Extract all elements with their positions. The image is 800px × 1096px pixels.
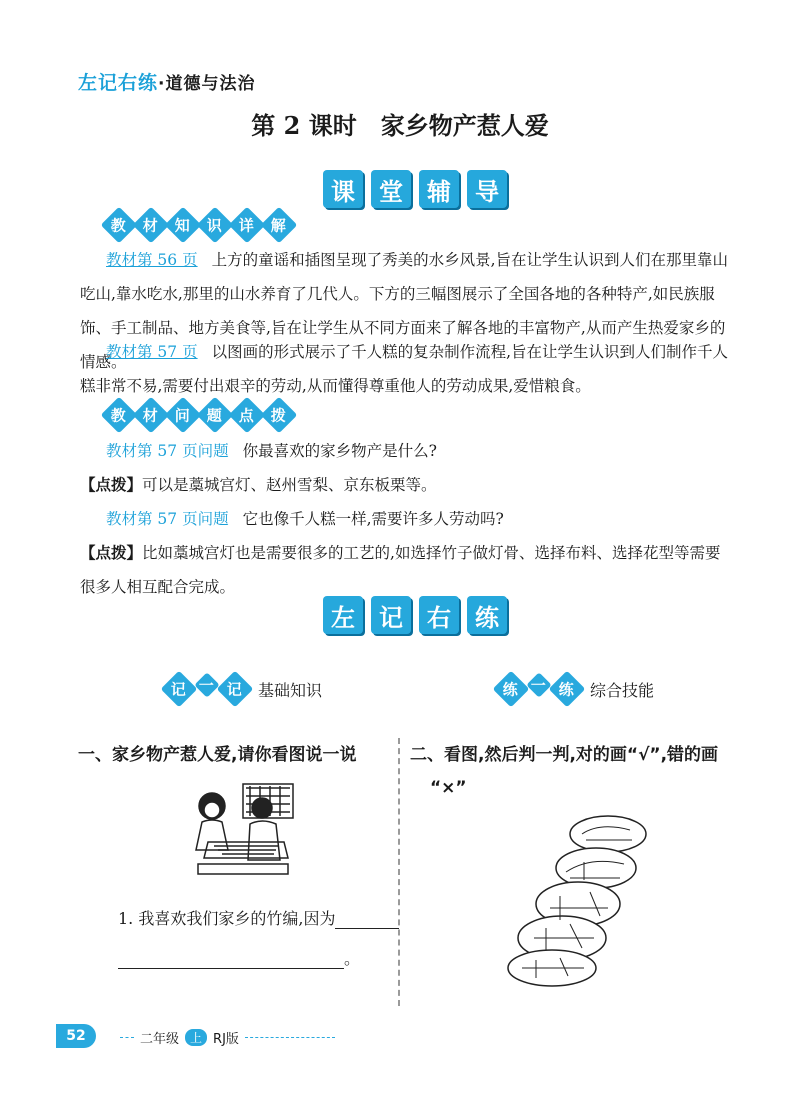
tip-text: 可以是藁城宫灯、赵州雪梨、京东板栗等。 — [142, 476, 437, 494]
label-chip: 详 — [229, 207, 266, 244]
answer-blank[interactable] — [335, 928, 399, 929]
label-chip: 问 — [165, 397, 202, 434]
chip-group — [496, 676, 582, 702]
textbook-question-2 — [80, 502, 730, 536]
tip-label: 【点拨】 — [80, 543, 143, 562]
question-text: 你最喜欢的家乡物产是什么? — [242, 442, 437, 460]
tip-label: 【点拨】 — [80, 475, 143, 494]
paragraph-page57 — [80, 335, 730, 403]
column-divider — [398, 738, 400, 1006]
paragraph-text: 上方的童谣和插图呈现了秀美的水乡风景,旨在让学生认识到人们在那里靠山吃山,靠水吃水,那里的山水养育了几代人。下方的三幅图展示了全国各地的各种特产,如民族服饰、手工制品、地方美食等,旨在让学生从不同方面来了解各地的丰富物产,从而产生热爱家乡的情感。 — [80, 251, 729, 371]
banner-tile: 辅 — [419, 170, 459, 208]
answer-blank[interactable] — [118, 968, 344, 969]
label-chip: 记 — [217, 671, 254, 708]
series-header — [78, 68, 255, 95]
sentence-end: 。 — [344, 949, 361, 968]
banner-tile: 练 — [467, 596, 507, 634]
label-chip: 记 — [161, 671, 198, 708]
footer-rule — [245, 1037, 335, 1038]
label-chip: 练 — [549, 671, 586, 708]
chip-group — [164, 676, 250, 702]
section-label: 综合技能 — [590, 680, 655, 700]
textbook-ref: 教材第 57 页 — [106, 343, 198, 361]
subject-name: ·道德与法治 — [158, 74, 256, 94]
question-2-title-cont: “×” — [430, 778, 467, 798]
paragraph-text: 以图画的形式展示了千人糕的复杂制作流程,旨在让学生认识到人们制作千人糕非常不易,需要付出艰辛的劳动,从而懂得尊重他人的劳动成果,爱惜粮食。 — [80, 343, 729, 395]
term-badge: 上 — [185, 1029, 207, 1046]
label-chip: 识 — [197, 207, 234, 244]
label-chip: 解 — [261, 207, 298, 244]
label-chip: 题 — [197, 397, 234, 434]
label-chip: 一 — [194, 672, 219, 697]
question-1-title: 一、家乡物产惹人爱,请你看图说一说 — [78, 745, 357, 765]
textbook-ref: 教材第 56 页 — [106, 251, 198, 269]
label-chip: 练 — [493, 671, 530, 708]
footer-rule — [120, 1037, 134, 1038]
textbook-ref: 教材第 57 页问题 — [106, 442, 229, 460]
label-chip: 教 — [101, 397, 138, 434]
page-number: 52 — [56, 1024, 96, 1048]
label-chip: 知 — [165, 207, 202, 244]
section-label-textbook-knowledge — [104, 212, 294, 238]
label-chip: 材 — [133, 397, 170, 434]
thousand-person-cake-process-illustration — [500, 812, 650, 988]
banner-practice — [323, 596, 507, 634]
label-chip: 教 — [101, 207, 138, 244]
grade-label: 二年级 — [140, 1032, 180, 1047]
section-comprehensive-skills — [496, 676, 654, 702]
item-text: 1. 我喜欢我们家乡的竹编,因为 — [118, 909, 336, 928]
textbook-question-1 — [80, 434, 730, 468]
textbook-ref: 教材第 57 页问题 — [106, 510, 229, 528]
bamboo-weaving-illustration — [188, 778, 298, 880]
banner-tile: 课 — [323, 170, 363, 208]
tip-1 — [80, 468, 730, 502]
series-name: 左记右练 — [78, 72, 159, 94]
banner-tile: 记 — [371, 596, 411, 634]
question-1-item — [118, 906, 399, 929]
banner-tile: 堂 — [371, 170, 411, 208]
section-label-textbook-questions — [104, 402, 294, 428]
label-chip: 一 — [526, 672, 551, 697]
lesson-title: 第 2 课时 家乡物产惹人爱 — [251, 111, 549, 140]
label-chip: 材 — [133, 207, 170, 244]
label-chip: 拨 — [261, 397, 298, 434]
banner-classroom-guide — [323, 170, 507, 208]
tip-text: 比如藁城宫灯也是需要很多的工艺的,如选择竹子做灯骨、选择布料、选择花型等需要很多人相互配合完成。 — [80, 544, 721, 596]
section-label: 基础知识 — [258, 680, 323, 700]
question-2-title: 二、看图,然后判一判,对的画“√”,错的画 — [410, 745, 719, 765]
edition-label: RJ版 — [213, 1032, 239, 1047]
banner-tile: 右 — [419, 596, 459, 634]
label-chip: 点 — [229, 397, 266, 434]
tip-2 — [80, 536, 730, 604]
banner-tile: 导 — [467, 170, 507, 208]
section-basic-knowledge — [164, 676, 322, 702]
banner-tile: 左 — [323, 596, 363, 634]
question-text: 它也像千人糕一样,需要许多人劳动吗? — [242, 510, 504, 528]
question-1-line-2 — [118, 946, 360, 969]
footer-info — [120, 1028, 335, 1047]
